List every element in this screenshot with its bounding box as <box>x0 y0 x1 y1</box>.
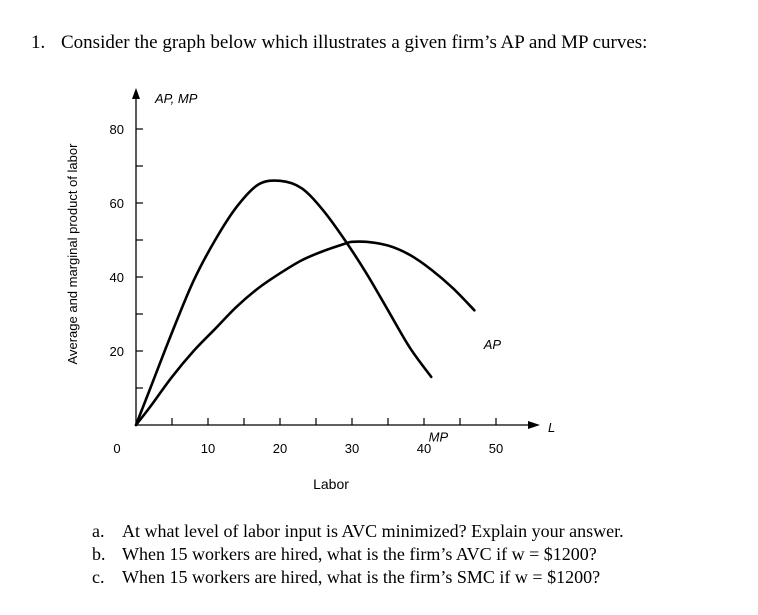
y-tick-label-60: 60 <box>109 196 124 211</box>
part-b-text: When 15 workers are hired, what is the firm’s AVC if w = $1200? <box>122 544 597 564</box>
y-axis-top-label: AP, MP <box>155 91 198 106</box>
part-a <box>92 520 624 543</box>
sub-questions <box>92 520 624 589</box>
mp-curve-label: MP <box>428 429 449 445</box>
x-axis-arrowhead <box>528 421 540 429</box>
ap-curve <box>136 241 474 425</box>
part-c-text: When 15 workers are hired, what is the firm’s SMC if w = $1200? <box>122 567 601 587</box>
y-axis-arrowhead <box>132 88 140 99</box>
part-a-letter: a. <box>92 521 105 541</box>
y-tick-label-40: 40 <box>109 270 124 285</box>
part-b <box>92 543 624 566</box>
question-text: Consider the graph below which illustrates a given firm’s AP and MP curves: <box>61 32 648 53</box>
x-tick-label-10: 10 <box>200 441 216 456</box>
series-labels <box>429 337 502 445</box>
x-tick-label-50: 50 <box>488 441 504 456</box>
part-c-letter: c. <box>92 567 105 587</box>
y-axis-side-label: Average and marginal product of labor <box>65 143 80 365</box>
x-tick-label-40: 40 <box>416 441 432 456</box>
y-tick-label-80: 80 <box>109 122 124 137</box>
x-tick-label-20: 20 <box>272 441 288 456</box>
x-axis-arrow-label: L <box>548 420 556 435</box>
part-c <box>92 566 624 589</box>
x-axis-label: Labor <box>313 476 349 492</box>
question-number: 1. <box>31 32 46 53</box>
axes <box>132 88 540 429</box>
part-a-text: At what level of labor input is AVC minimized? Explain your answer. <box>122 521 624 541</box>
origin-label: 0 <box>113 441 121 456</box>
x-tick-label-30: 30 <box>344 441 360 456</box>
y-tick-label-20: 20 <box>109 344 124 359</box>
part-b-letter: b. <box>92 544 106 564</box>
series-lines <box>136 181 474 425</box>
ticks <box>110 122 504 456</box>
ap-curve-label: AP <box>483 337 502 353</box>
mp-curve <box>136 181 431 425</box>
